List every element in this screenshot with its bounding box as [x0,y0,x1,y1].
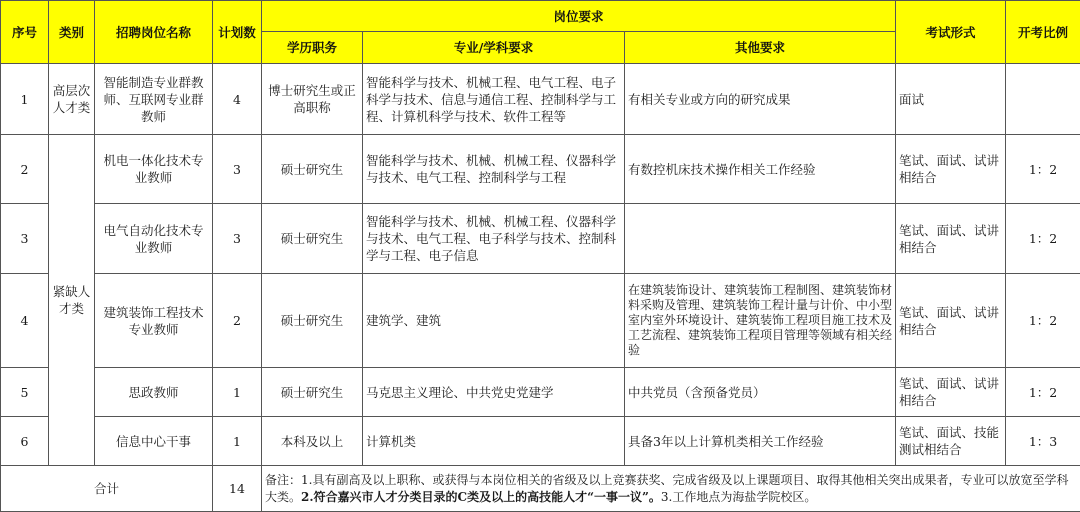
row-other [625,204,896,274]
total-value: 14 [213,466,262,512]
row-major: 建筑学、建筑 [363,274,625,368]
row-position: 思政教师 [95,368,213,417]
row-education: 硕士研究生 [262,204,363,274]
header-major: 专业/学科要求 [363,32,625,64]
row-education: 本科及以上 [262,417,363,466]
header-row-1 [1,1,1080,32]
row-major: 智能科学与技术、机械、机械工程、仪器科学与技术、电气工程、电子科学与技术、控制科学与工程、电子信息 [363,204,625,274]
row-other: 具备3年以上计算机类相关工作经验 [625,417,896,466]
row-position: 建筑装饰工程技术专业教师 [95,274,213,368]
row-seq: 4 [1,274,49,368]
row-ratio: 1：2 [1006,204,1080,274]
row-plan: 1 [213,417,262,466]
header-ratio: 开考比例 [1006,1,1080,64]
row-seq: 1 [1,64,49,135]
header-exam: 考试形式 [896,1,1006,64]
row-ratio: 1：2 [1006,368,1080,417]
table-row [1,274,1080,368]
row-education: 博士研究生或正高职称 [262,64,363,135]
row-plan: 3 [213,204,262,274]
header-education: 学历职务 [262,32,363,64]
remark-part-3: 3.工作地点为海盐学院校区。 [660,489,817,504]
row-exam: 笔试、面试、技能测试相结合 [896,417,1006,466]
row-plan: 4 [213,64,262,135]
row-exam: 笔试、面试、试讲相结合 [896,135,1006,204]
total-label: 合计 [1,466,213,512]
total-row [1,466,1080,512]
header-requirements: 岗位要求 [262,1,896,32]
row-education: 硕士研究生 [262,274,363,368]
row-major: 计算机类 [363,417,625,466]
table-row [1,368,1080,417]
header-category: 类别 [49,1,95,64]
row-major: 智能科学与技术、机械、机械工程、仪器科学与技术、电气工程、控制科学与工程 [363,135,625,204]
row-position: 电气自动化技术专业教师 [95,204,213,274]
row-ratio: 1：2 [1006,274,1080,368]
row-exam: 笔试、面试、试讲相结合 [896,368,1006,417]
row-position: 机电一体化技术专业教师 [95,135,213,204]
row-plan: 3 [213,135,262,204]
row-seq: 2 [1,135,49,204]
row-other: 中共党员（含预备党员） [625,368,896,417]
row-other: 有相关专业或方向的研究成果 [625,64,896,135]
row-other: 有数控机床技术操作相关工作经验 [625,135,896,204]
row-ratio: 1：3 [1006,417,1080,466]
row-seq: 3 [1,204,49,274]
header-seq: 序号 [1,1,49,64]
table-row [1,417,1080,466]
row-position: 信息中心干事 [95,417,213,466]
row-major: 智能科学与技术、机械工程、电气工程、电子科学与技术、信息与通信工程、控制科学与工程、计算机科学与技术、软件工程等 [363,64,625,135]
row-education: 硕士研究生 [262,135,363,204]
row-plan: 2 [213,274,262,368]
category-shortage: 紧缺人才类 [49,135,95,466]
row-exam: 笔试、面试、试讲相结合 [896,204,1006,274]
row-plan: 1 [213,368,262,417]
table-row [1,135,1080,204]
row-major: 马克思主义理论、中共党史党建学 [363,368,625,417]
row-ratio: 1：2 [1006,135,1080,204]
row-exam: 面试 [896,64,1006,135]
category-high: 高层次人才类 [49,64,95,135]
table-row [1,204,1080,274]
row-seq: 5 [1,368,49,417]
header-other: 其他要求 [625,32,896,64]
row-education: 硕士研究生 [262,368,363,417]
row-seq: 6 [1,417,49,466]
row-exam: 笔试、面试、试讲相结合 [896,274,1006,368]
header-position: 招聘岗位名称 [95,1,213,64]
remark-part-1: 备注：1.具有副高及以上职称、或获得与本岗位相关的省级及以上竞赛获奖、完成省级及以上课题项目、取得其他相关突出成果者，专业可以放宽至学科大类。 [265,472,1069,504]
table-row [1,64,1080,135]
row-ratio [1006,64,1080,135]
row-other: 在建筑装饰设计、建筑装饰工程制图、建筑装饰材料采购及管理、建筑装饰工程计量与计价、中小型室内室外环境设计、建筑装饰工程项目施工技术及工艺流程、建筑装饰工程项目管理等领域有相关经验 [625,274,896,368]
remark-part-2: 2.符合嘉兴市人才分类目录的C类及以上的高技能人才“一事一议”。 [301,489,661,504]
header-plan: 计划数 [213,1,262,64]
remarks [262,466,1080,512]
row-position: 智能制造专业群教师、互联网专业群教师 [95,64,213,135]
